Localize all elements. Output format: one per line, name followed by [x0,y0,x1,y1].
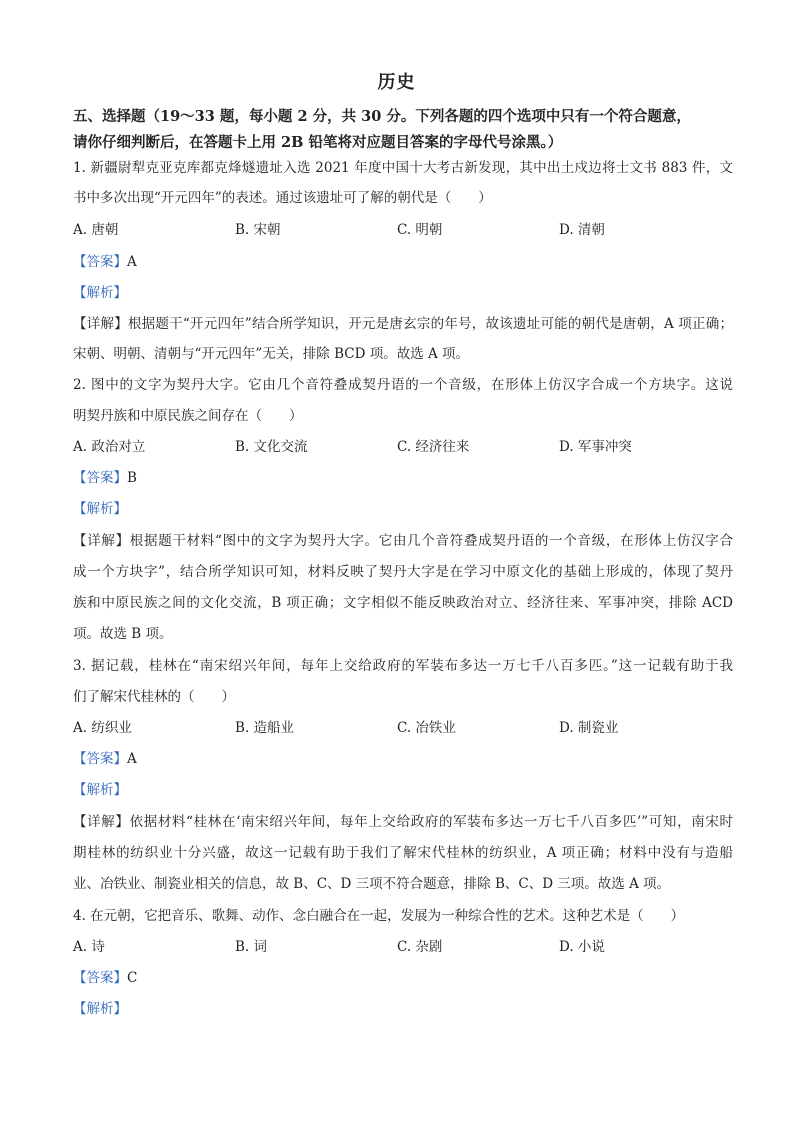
q2-detail-line-3: 族和中原民族之间的文化交流，B 项正确；文字相似不能反映政治对立、经济往来、军事冲突，排除 ACD [73,595,733,611]
answer-label: 【答案】 [73,970,127,986]
q4-analysis [73,999,733,1019]
q3-analysis [73,780,733,800]
q2-analysis [73,499,733,519]
q2-detail-line-4: 项。故选 B 项。 [73,626,173,642]
q4-answer-value: C [127,970,138,986]
q2-option-d: D. 军事冲突 [559,439,632,455]
detail-label: 【详解】 [73,316,128,332]
answer-label: 【答案】 [73,254,127,270]
q2-answer [73,468,733,488]
q1-stem-line-2: 书中多次出现“开元四年”的表述。通过该遗址可了解的朝代是（ ） [73,190,492,206]
section-header [73,104,733,156]
q1-option-a: A. 唐朝 [73,222,119,238]
q3-answer [73,749,733,769]
q1-answer [73,252,733,272]
q4-option-c: C. 杂剧 [397,939,443,955]
q1-detail-line-1 [73,314,733,334]
q3-detail-line-3: 业、冶铁业、制瓷业相关的信息，故 B、C、D 三项不符合题意，排除 B、C、D 三项。故选 A 项。 [73,876,671,892]
q2-stem-line-2: 明契丹族和中原民族之间存在（ ） [73,408,303,424]
q2-option-a: A. 政治对立 [73,439,146,455]
q3-option-b: B. 造船业 [235,720,295,736]
q1-answer-value: A [127,254,137,270]
q1-detail-text-1: 根据题干“开元四年”结合所学知识，开元是唐玄宗的年号，故该遗址可能的朝代是唐朝，A 项正确； [127,316,734,332]
q2-option-b: B. 文化交流 [235,439,308,455]
q2-option-c: C. 经济往来 [397,439,470,455]
q2-answer-value: B [127,470,137,486]
q3-stem-line-2: 们了解宋代桂林的（ ） [73,689,235,705]
analysis-label: 【解析】 [73,285,127,301]
answer-label: 【答案】 [73,470,127,486]
section-header-line-2: 请你仔细判断后，在答题卡上用 2B 铅笔将对应题目答案的字母代号涂黑。） [73,134,563,151]
detail-label: 【详解】 [73,814,130,830]
q2-detail-line-2: 成一个方块字”，结合所学知识可知，材料反映了契丹大字是在学习中原文化的基础上形成的，体现了契丹 [73,564,733,580]
analysis-label: 【解析】 [73,1001,127,1017]
q3-option-c: C. 冶铁业 [397,720,456,736]
detail-label: 【详解】 [73,533,130,549]
q2-stem-line-1: 2. 图中的文字为契丹大字。它由几个音符叠成契丹语的一个音级，在形体上仿汉字合成一个方块字。这说 [73,377,733,393]
q4-stem-line-1: 4. 在元朝，它把音乐、歌舞、动作、念白融合在一起，发展为一种综合性的艺术。这种艺术是（ ） [73,908,685,924]
q3-detail-text-1: 依据材料“桂林在‘南宋绍兴年间，每年上交给政府的军装布多达一万七千八百多匹’”可知，南宋时 [129,814,733,830]
q1-detail-line-2: 宋朝、明朝、清朝与“开元四年”无关，排除 BCD 项。故选 A 项。 [73,346,470,362]
q2-detail-line-1 [73,531,733,551]
page-title: 历史 [377,72,416,93]
q1-stem-line-1: 1. 新疆尉犁克亚克库都克烽燧遗址入选 2021 年度中国十大考古新发现，其中出土戍边将士文书 883 件，文 [73,160,733,176]
q3-detail-line-2: 期桂林的纺织业十分兴盛，故这一记载有助于我们了解宋代桂林的纺织业，A 项正确；材料中没有与造船 [73,845,733,861]
q3-option-d: D. 制瓷业 [559,720,619,736]
q1-option-d: D. 清朝 [559,222,605,238]
q1-option-c: C. 明朝 [397,222,443,238]
q4-option-b: B. 词 [235,939,268,955]
section-header-line-1: 五、选择题（19～33 题，每小题 2 分，共 30 分。下列各题的四个选项中只有一个符合题意， [73,108,691,125]
q2-detail-text-1: 根据题干材料“图中的文字为契丹大字。它由几个音符叠成契丹语的一个音级，在形体上仿汉字合 [129,533,734,549]
q4-option-a: A. 诗 [73,939,105,955]
q3-option-a: A. 纺织业 [73,720,132,736]
analysis-label: 【解析】 [73,501,127,517]
q1-option-b: B. 宋朝 [235,222,281,238]
q3-answer-value: A [127,751,137,767]
q1-analysis [73,283,733,303]
q4-answer [73,968,733,988]
answer-label: 【答案】 [73,751,127,767]
analysis-label: 【解析】 [73,782,127,798]
q4-option-d: D. 小说 [559,939,605,955]
q3-detail-line-1 [73,812,733,832]
q3-stem-line-1: 3. 据记载，桂林在“南宋绍兴年间，每年上交给政府的军装布多达一万七千八百多匹。”这一记载有助于我 [73,658,733,674]
